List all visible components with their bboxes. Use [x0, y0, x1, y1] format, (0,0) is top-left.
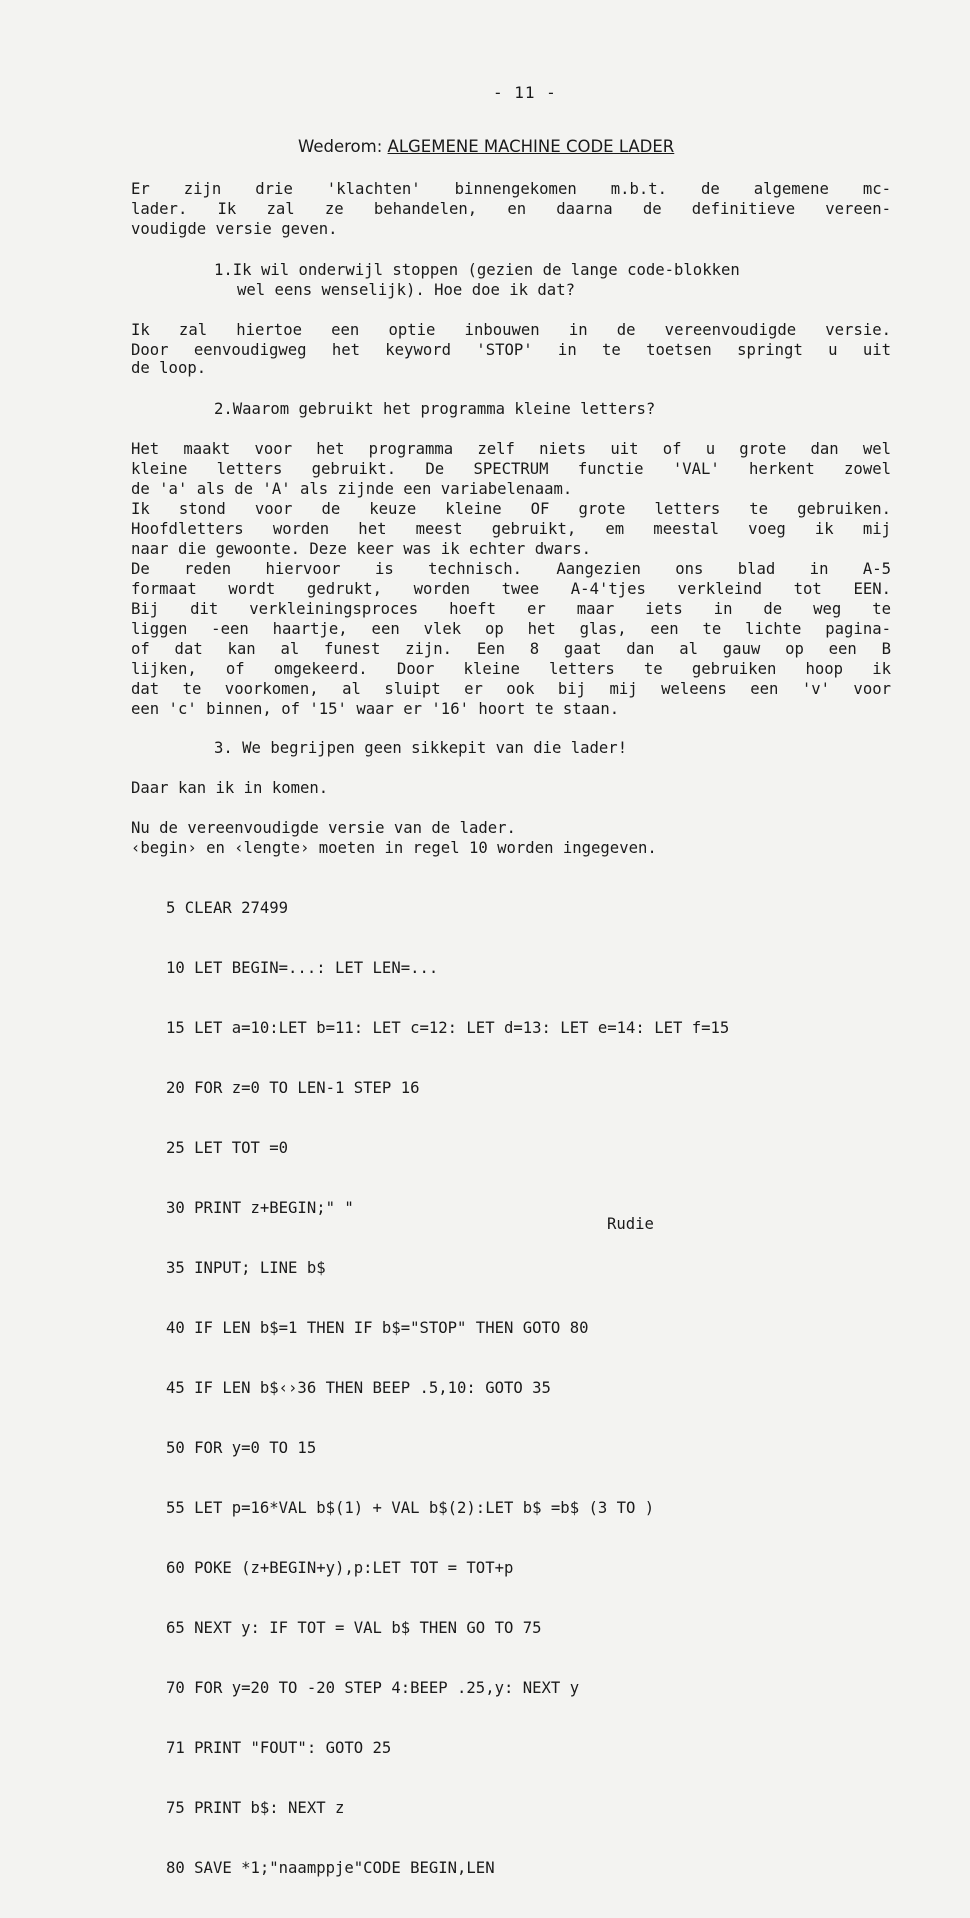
code-line: 25 LET TOT =0 — [166, 1139, 289, 1157]
text-line: de loop. — [131, 359, 207, 377]
code-line: 71 PRINT "FOUT": GOTO 25 — [166, 1739, 392, 1757]
basic-listing — [166, 858, 729, 1918]
question-1-line: wel eens wenselijk). Hoe doe ik dat? — [237, 281, 575, 299]
text-line: voudigde versie geven. — [131, 220, 338, 238]
code-line: 45 IF LEN b$‹›36 THEN BEEP .5,10: GOTO 35 — [166, 1379, 551, 1397]
text-line: ‹begin› en ‹lengte› moeten in regel 10 worden ingegeven. — [131, 839, 657, 857]
text-line: Nu de vereenvoudigde versie van de lader. — [131, 819, 516, 837]
question-2: 2.Waarom gebruikt het programma kleine letters? — [214, 400, 656, 418]
code-line: 35 INPUT; LINE b$ — [166, 1259, 326, 1277]
question-3: 3. We begrijpen geen sikkepit van die lader! — [214, 739, 628, 757]
title-main: ALGEMENE MACHINE CODE LADER — [387, 137, 675, 156]
text-line: Bij dit verkleiningsproces hoeft er maar iets in de weg te — [131, 600, 891, 618]
code-line: 75 PRINT b$: NEXT z — [166, 1799, 345, 1817]
code-line: 55 LET p=16*VAL b$(1) + VAL b$(2):LET b$ =b$ (3 TO ) — [166, 1499, 655, 1517]
code-line: 70 FOR y=20 TO -20 STEP 4:BEEP .25,y: NEXT y — [166, 1679, 580, 1697]
code-line: 15 LET a=10:LET b=11: LET c=12: LET d=13: LET e=14: LET f=15 — [166, 1019, 730, 1037]
text-line: Ik zal hiertoe een optie inbouwen in de vereenvoudigde versie. — [131, 321, 891, 339]
text-line: lader. Ik zal ze behandelen, en daarna de definitieve vereen- — [131, 200, 891, 218]
page-number: - 11 - — [493, 83, 557, 102]
text-line: dat te voorkomen, al sluipt er ook bij mij weleens een 'v' voor — [131, 680, 891, 698]
article-title — [298, 137, 674, 156]
code-line: 10 LET BEGIN=...: LET LEN=... — [166, 959, 439, 977]
text-line: of dat kan al funest zijn. Een 8 gaat dan al gauw op een B — [131, 640, 891, 658]
text-line: de 'a' als de 'A' als zijnde een variabelenaam. — [131, 480, 573, 498]
author-signature: Rudie — [607, 1215, 654, 1233]
code-line: 20 FOR z=0 TO LEN-1 STEP 16 — [166, 1079, 420, 1097]
code-line: 80 SAVE *1;"naamppje"CODE BEGIN,LEN — [166, 1859, 495, 1877]
text-line: Daar kan ik in komen. — [131, 779, 329, 797]
text-line: Hoofdletters worden het meest gebruikt, em meestal voeg ik mij — [131, 520, 891, 538]
code-line: 65 NEXT y: IF TOT = VAL b$ THEN GO TO 75 — [166, 1619, 542, 1637]
text-line: Ik stond voor de keuze kleine OF grote letters te gebruiken. — [131, 500, 891, 518]
text-line: naar die gewoonte. Deze keer was ik echter dwars. — [131, 540, 592, 558]
text-line: Door eenvoudigweg het keyword 'STOP' in te toetsen springt u uit — [131, 341, 891, 359]
code-line: 60 POKE (z+BEGIN+y),p:LET TOT = TOT+p — [166, 1559, 514, 1577]
text-line: formaat wordt gedrukt, worden twee A-4'tjes verkleind tot EEN. — [131, 580, 891, 598]
text-line: Het maakt voor het programma zelf niets uit of u grote dan wel — [131, 440, 891, 458]
text-line: liggen -een haartje, een vlek op het glas, een te lichte pagina- — [131, 620, 891, 638]
code-line: 30 PRINT z+BEGIN;" " — [166, 1199, 354, 1217]
text-line: Er zijn drie 'klachten' binnengekomen m.b.t. de algemene mc- — [131, 180, 891, 198]
code-line: 50 FOR y=0 TO 15 — [166, 1439, 317, 1457]
text-line: een 'c' binnen, of '15' waar er '16' hoort te staan. — [131, 700, 620, 718]
code-line: 5 CLEAR 27499 — [166, 899, 289, 917]
text-line: De reden hiervoor is technisch. Aangezien ons blad in A-5 — [131, 560, 891, 578]
code-line: 40 IF LEN b$=1 THEN IF b$="STOP" THEN GOTO 80 — [166, 1319, 589, 1337]
title-prefix: Wederom: — [298, 137, 383, 156]
text-line: lijken, of omgekeerd. Door kleine letters te gebruiken hoop ik — [131, 660, 891, 678]
text-line: kleine letters gebruikt. De SPECTRUM functie 'VAL' herkent zowel — [131, 460, 891, 478]
question-1-line: 1.Ik wil onderwijl stoppen (gezien de lange code-blokken — [214, 261, 740, 279]
